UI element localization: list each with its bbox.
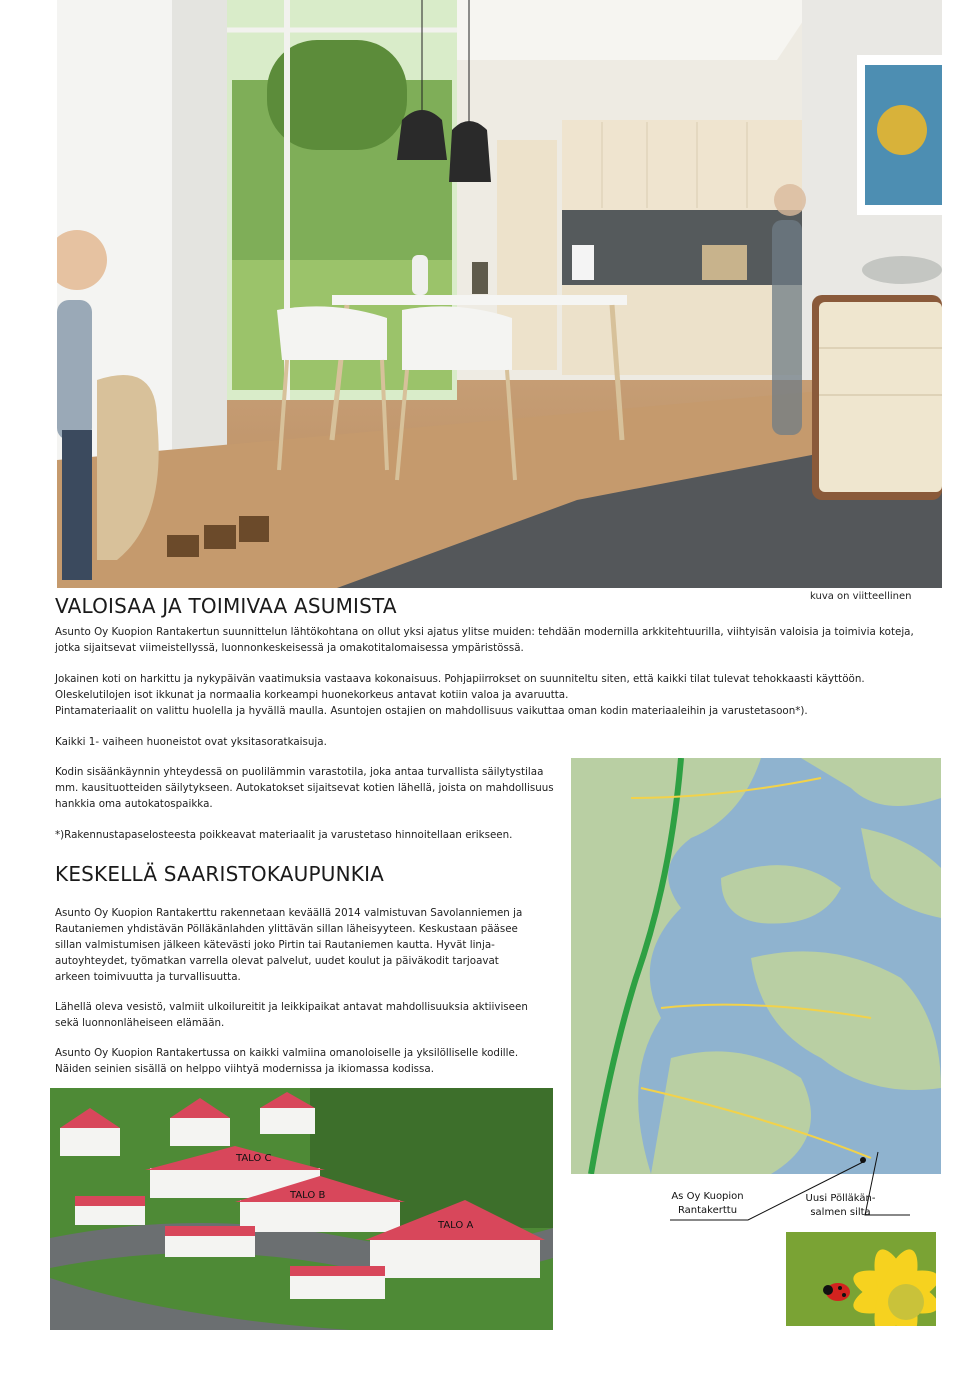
section1-footnote: *)Rakennustapaselosteesta poikkeavat materiaalit ja varustetaso hinnoitellaan erikseen.: [55, 829, 513, 841]
section1-paragraph-1: Asunto Oy Kuopion Rantakertun suunnittelun lähtökohtana on ollut yksi ajatus ylitse muiden: tehdään modernilla arkkitehtuurilla, viihtyisän valoisia ja toimivia koteja, jotka sijaitsevat viimeistellyssä, luonnonkeskeisessä ja omakotitalomaisessa ympäristössä.: [55, 626, 914, 654]
map-label-rantakerttu: [665, 1190, 750, 1218]
map-label-rantakerttu-line1: As Oy Kuopion: [671, 1191, 744, 1202]
section2-paragraph-2: Lähellä oleva vesistö, valmiit ulkoilureitit ja leikkipaikat antavat mahdollisuuksia aktiiviseen sekä luonnonläheiseen elämään.: [55, 1001, 528, 1029]
image-caption: kuva on viitteellinen: [810, 591, 912, 602]
section-title-valoisaa: VALOISAA JA TOIMIVAA ASUMISTA: [55, 594, 397, 618]
flower-ladybug-image: [786, 1232, 936, 1326]
map-label-bridge-line2: salmen silta: [810, 1207, 871, 1218]
section2-paragraph-1: Asunto Oy Kuopion Rantakerttu rakennetaan keväällä 2014 valmistuvan Savolanniemen ja Rautaniemen yhdistävän Pölläkänlahden ylittävän sillan läheisyyteen. Keskustaan pääsee sillan valmistumisen jälkeen kätevästi joko Pirtin tai Rautaniemen kautta. Hyvät linja-autoyhteydet, työmatkan varrella olevat palvelut, uudet koulut ja päiväkodit tarjoavat arkeen toimivuutta ja turvallisuutta.: [55, 907, 523, 983]
site-aerial-render: [50, 1088, 553, 1330]
section1-paragraph-5: Kodin sisäänkäynnin yhteydessä on puolilämmin varastotila, joka antaa turvallista säilytystilaa mm. kausituotteiden säilytykseen. Autokatokset sijaitsevat kotien lähellä, joista on mahdollisuus hankkia oma autokatospaikka.: [55, 766, 554, 810]
map-label-rantakerttu-line2: Rantakerttu: [677, 1205, 738, 1216]
aerial-label-talo-b: TALO B: [290, 1190, 326, 1201]
map-illustration: [571, 758, 941, 1174]
map-label-bridge-line1: Uusi Pölläkän-: [805, 1193, 876, 1204]
section2-paragraph-3: Asunto Oy Kuopion Rantakertussa on kaikki valmiina omanoloiselle ja yksilölliselle kodille. Näiden seinien sisällä on helppo viihtyä modernissa ja ikiomassa kodissa.: [55, 1047, 519, 1075]
aerial-label-talo-a: TALO A: [438, 1220, 474, 1231]
area-map: [571, 758, 941, 1174]
section1-paragraph-2: Jokainen koti on harkittu ja nykypäivän vaatimuksia vastaava kokonaisuus. Pohjapiirrokset on suunniteltu siten, että kaikki tilat tulevat tehokkaasti käyttöön. Oleskelutilojen isot ikkunat ja normaalia korkeampi huonekorkeus antavat kotiin valoa ja avaruutta.: [55, 673, 865, 701]
hero-illustration: [57, 0, 942, 588]
aerial-label-talo-c: TALO C: [236, 1153, 272, 1164]
section-title-keskella: KESKELLÄ SAARISTOKAUPUNKIA: [55, 862, 385, 886]
hero-interior-image: [57, 0, 942, 588]
section1-paragraph-4: Kaikki 1- vaiheen huoneistot ovat yksitasoratkaisuja.: [55, 736, 327, 748]
aerial-illustration: [50, 1088, 553, 1330]
flower-illustration: [786, 1232, 936, 1326]
section1-paragraph-3: Pintamateriaalit on valittu huolella ja hyvällä maulla. Asuntojen ostajien on mahdollisuus vaikuttaa oman kodin materiaaleihin ja varustetasoon*).: [55, 705, 808, 717]
map-label-bridge: [798, 1192, 883, 1220]
